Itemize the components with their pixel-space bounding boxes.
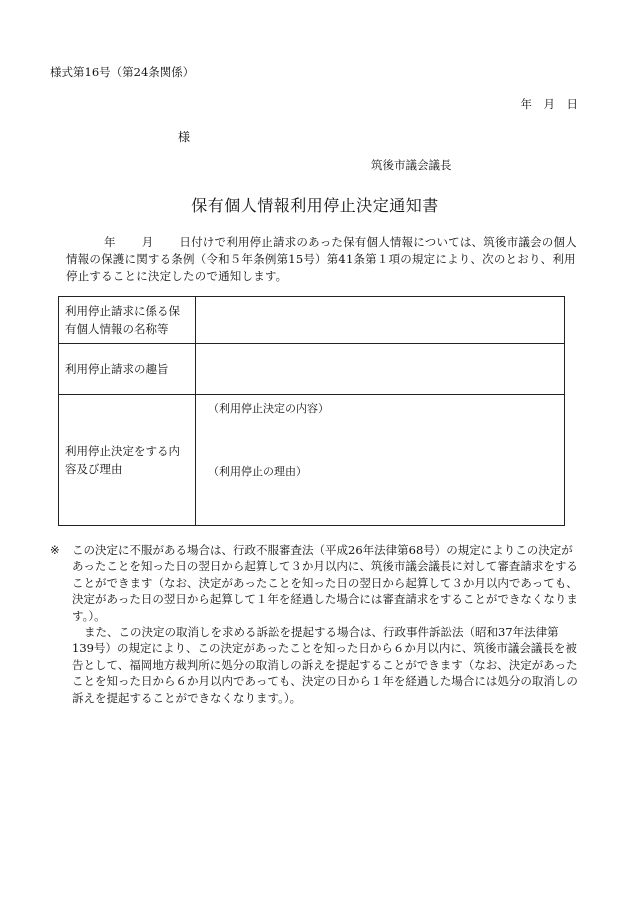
intro-month: 月 xyxy=(141,235,154,249)
form-number: 様式第16号（第24条関係） xyxy=(50,65,195,79)
row-label: 利用停止請求に係る保有個人情報の名称等 xyxy=(59,297,196,344)
row-label: 利用停止決定をする内容及び理由 xyxy=(59,395,196,526)
decision-content-label: （利用停止決定の内容） xyxy=(208,402,329,415)
decision-content-field xyxy=(196,395,565,526)
info-name-field xyxy=(196,297,565,344)
table-row xyxy=(59,297,565,344)
sender-name: 筑後市議会議長 xyxy=(371,158,452,172)
addressee-suffix: 様 xyxy=(178,130,191,144)
intro-paragraph xyxy=(66,234,580,285)
intro-year: 年 xyxy=(104,235,116,249)
intro-text: 日付けで利用停止請求のあった保有個人情報については、筑後市議会の個人情報の保護に関する条例（令和５年条例第15号）第41条第１項の規定により、次のとおり、利用停止することに決定したので通知します。 xyxy=(66,235,577,283)
form-table xyxy=(58,296,565,526)
row-label: 利用停止請求の趣旨 xyxy=(59,344,196,395)
notes-section xyxy=(50,542,580,706)
note-paragraph-1 xyxy=(50,542,580,624)
note-paragraph-2: また、この決定の取消しを求める訴訟を提起する場合は、行政事件訴訟法（昭和37年法律第139号）の規定により、この決定があったことを知った日から６か月以内に、筑後市議会議長を被告として、福岡地方裁判所に処分の取消しの訴えを提起することができます（なお、決定があったことを知った日から６か月以内であっても、決定の日から１年を経過した場合には処分の取消しの訴えを提起することができなくなります。）。 xyxy=(72,625,578,705)
note-mark: ※ xyxy=(50,543,60,557)
document-title: 保有個人情報利用停止決定通知書 xyxy=(191,196,439,215)
decision-reason-label: （利用停止の理由） xyxy=(208,465,307,478)
request-purpose-field xyxy=(196,344,565,395)
note-text-1: この決定に不服がある場合は、行政不服審査法（平成26年法律第68号）の規定によりこの決定があったことを知った日の翌日から起算して３か月以内に、筑後市議会議長に対して審査請求をすることができます（なお、決定があったことを知った日の翌日から起算して３か月以内であっても、決定があった日の翌日から起算して１年を経過した場合には審査請求をすることができなくなります。）。 xyxy=(72,543,578,623)
table-row xyxy=(59,395,565,526)
table-row xyxy=(59,344,565,395)
date-line: 年 月 日 xyxy=(520,97,578,111)
